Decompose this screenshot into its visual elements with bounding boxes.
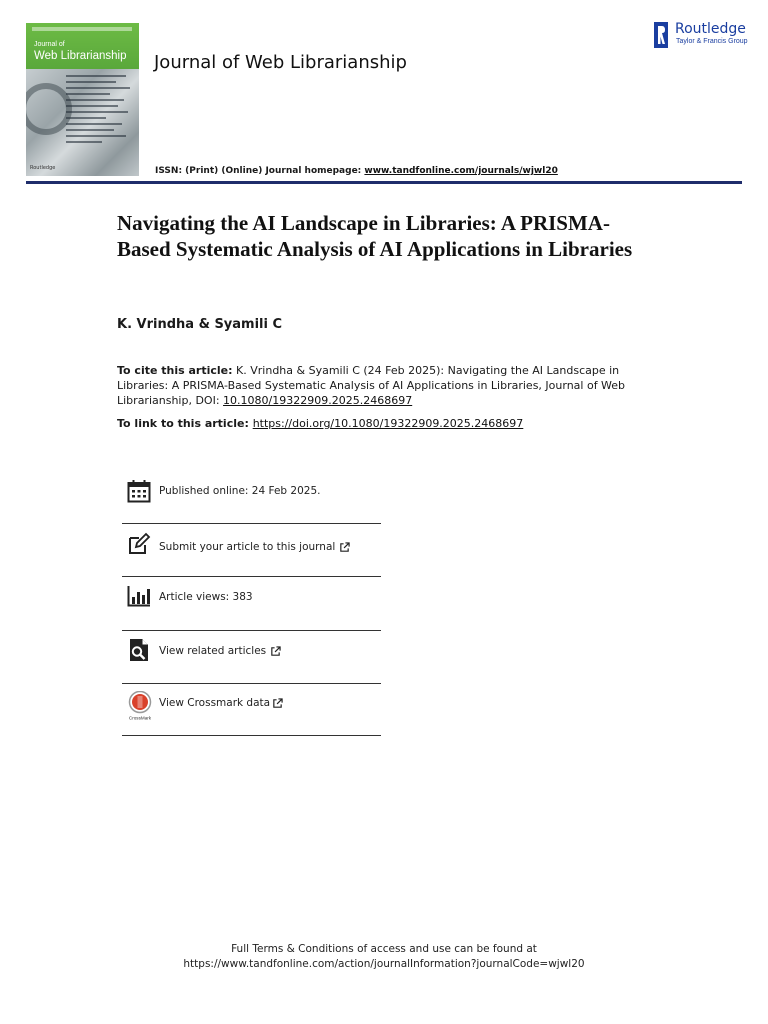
publisher-subtitle: Taylor & Francis Group: [676, 38, 748, 45]
published-date: Published online: 24 Feb 2025.: [159, 485, 321, 497]
related-articles-row[interactable]: [122, 637, 381, 684]
journal-homepage-link[interactable]: www.tandfonline.com/journals/wjwl20: [364, 166, 558, 176]
document-search-icon: [127, 638, 151, 662]
submit-article-label: Submit your article to this journal: [159, 541, 336, 553]
related-articles-label: View related articles: [159, 645, 267, 657]
header-divider: [26, 181, 742, 184]
terms-footer: [0, 942, 768, 972]
crossmark-link[interactable]: [159, 697, 283, 709]
row-divider: [122, 630, 381, 631]
external-link-icon: [272, 698, 283, 709]
article-title: Navigating the AI Landscape in Libraries: A PRISMA-Based Systematic Analysis of AI Applications in Libraries: [117, 211, 633, 261]
row-divider: [122, 576, 381, 577]
bar-chart-icon: [127, 584, 151, 608]
submit-article-link[interactable]: [159, 541, 350, 553]
crossmark-icon: [127, 691, 153, 721]
external-link-icon: [270, 646, 281, 657]
terms-line: Full Terms & Conditions of access and use can be found at: [231, 943, 537, 955]
publisher-name: Routledge: [675, 21, 746, 37]
terms-url[interactable]: https://www.tandfonline.com/action/journalInformation?journalCode=wjwl20: [183, 958, 585, 970]
cover-journal-of: Journal of: [34, 41, 65, 48]
article-views-row: [122, 584, 381, 631]
doi-link[interactable]: 10.1080/19322909.2025.2468697: [223, 394, 413, 407]
cite-label: To cite this article:: [117, 364, 233, 377]
cover-top-strip: [32, 27, 132, 31]
external-link-icon: [339, 542, 350, 553]
journal-title: Journal of Web Librarianship: [154, 52, 407, 73]
issn-label: ISSN: (Print) (Online) Journal homepage:: [155, 166, 365, 176]
row-divider: [122, 735, 381, 736]
citation-block: [117, 363, 657, 408]
crossmark-badge-text: CrossMark: [128, 715, 152, 721]
cover-title: Web Librarianship: [34, 50, 127, 62]
published-row: [122, 478, 381, 525]
submit-article-row[interactable]: [122, 532, 381, 578]
crossmark-label: View Crossmark data: [159, 697, 271, 709]
row-divider: [122, 683, 381, 684]
crossmark-row[interactable]: [122, 690, 381, 737]
article-link-block: [117, 417, 523, 430]
cover-contents-lines: [66, 75, 132, 147]
article-authors: K. Vrindha & Syamili C: [117, 317, 283, 332]
related-articles-link[interactable]: [159, 645, 281, 657]
link-label: To link to this article:: [117, 417, 253, 430]
article-views-count: Article views: 383: [159, 591, 253, 603]
edit-icon: [127, 532, 151, 556]
row-divider: [122, 523, 381, 524]
cite-text: K. Vrindha & Syamili C (24 Feb 2025): Navigating the AI Landscape in Libraries: A PRISMA-Based Systematic Analysis of AI Applications in Libraries, Journal of Web Librarianship, DOI:: [117, 364, 626, 407]
journal-cover-image: [26, 23, 139, 176]
article-doi-url-link[interactable]: https://doi.org/10.1080/19322909.2025.2468697: [252, 417, 524, 430]
issn-homepage-line: [155, 166, 558, 176]
calendar-icon: [127, 479, 151, 503]
cover-publisher-mark: Routledge: [30, 165, 56, 171]
routledge-logo-icon: [654, 22, 668, 48]
